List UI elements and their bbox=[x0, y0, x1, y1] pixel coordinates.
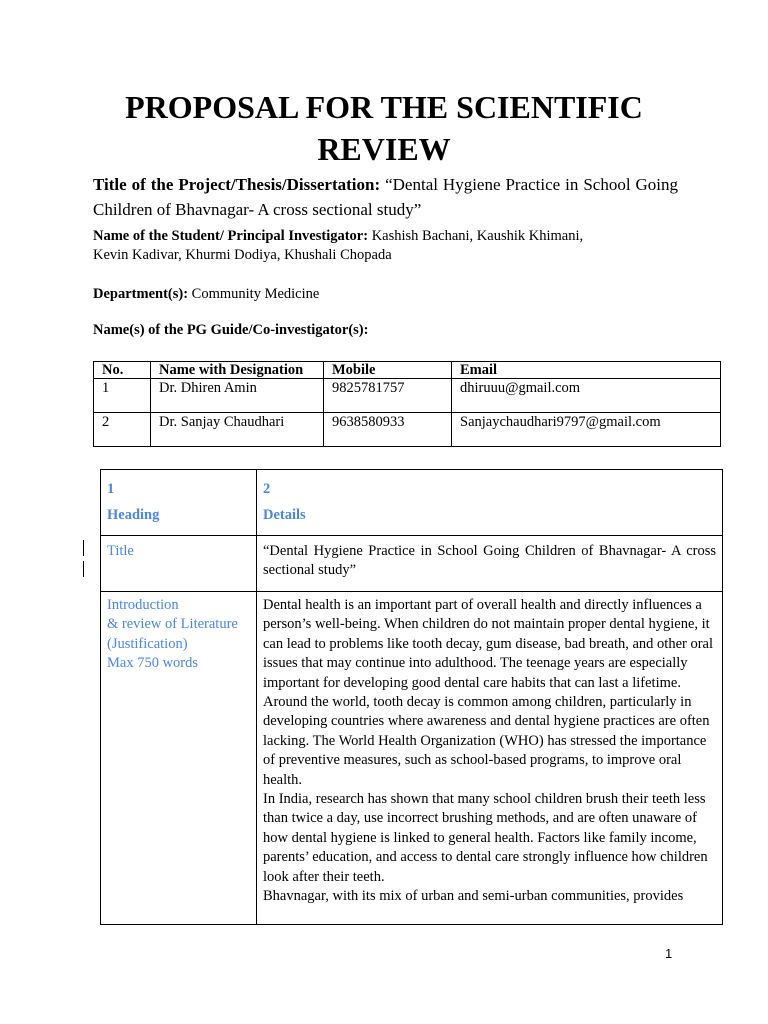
heading-column-number: 1 bbox=[107, 481, 115, 497]
details-column-header bbox=[257, 470, 723, 536]
guide-cell-email: dhiruuu@gmail.com bbox=[452, 379, 721, 413]
project-title-paragraph bbox=[93, 173, 678, 222]
title-heading-cell: Title bbox=[101, 536, 257, 592]
intro-paragraph: In India, research has shown that many school children brush their teeth less than twice a day, use incorrect brushing methods, and are often unaware of how dental hygiene is linked to general health. Factors like family income, parents’ education, and access to dental care strongly influence how children look after their teeth. bbox=[263, 791, 708, 885]
department-label: Department(s): bbox=[93, 286, 189, 302]
intro-heading-line: (Justification) bbox=[107, 635, 188, 652]
table-row bbox=[94, 379, 721, 413]
department-value: Community Medicine bbox=[191, 286, 320, 302]
document-title-line1: PROPOSAL FOR THE SCIENTIFIC bbox=[125, 89, 643, 125]
intro-paragraph: Bhavnagar, with its mix of urban and semi-urban communities, provides bbox=[263, 888, 684, 905]
guide-table-header-row bbox=[94, 362, 721, 379]
guide-cell-no: 1 bbox=[94, 379, 151, 413]
details-column-label: Details bbox=[263, 507, 306, 523]
document-title-line2: REVIEW bbox=[317, 131, 451, 167]
intro-heading-line: & review of Literature bbox=[107, 616, 238, 633]
student-line-1 bbox=[93, 227, 583, 246]
page-number: 1 bbox=[665, 946, 673, 961]
intro-heading-line: Max 750 words bbox=[107, 655, 199, 672]
proposal-details-table bbox=[100, 469, 723, 925]
guide-col-header-mobile: Mobile bbox=[324, 362, 452, 379]
guide-cell-no: 2 bbox=[94, 413, 151, 447]
pg-guide-label: Name(s) of the PG Guide/Co-investigator(s): bbox=[93, 322, 369, 338]
heading-column-label: Heading bbox=[107, 507, 160, 523]
guide-cell-name: Dr. Dhiren Amin bbox=[151, 379, 324, 413]
details-column-number: 2 bbox=[263, 481, 271, 497]
revision-marker bbox=[83, 540, 84, 556]
department-line bbox=[93, 285, 319, 304]
intro-paragraph: Around the world, tooth decay is common among children, particularly in developing countries where awareness and dental hygiene practices are often lacking. The World Health Organization (WHO) has stressed the importance of preventive measures, such as school-based programs, to improve oral health. bbox=[263, 694, 710, 788]
guide-cell-mobile: 9825781757 bbox=[324, 379, 452, 413]
table-row bbox=[101, 536, 723, 592]
introduction-heading-cell bbox=[101, 592, 257, 925]
revision-marker bbox=[83, 561, 84, 577]
project-title-label: Title of the Project/Thesis/Dissertation: bbox=[93, 175, 381, 194]
guide-cell-email: Sanjaychaudhari9797@gmail.com bbox=[452, 413, 721, 447]
table-row bbox=[101, 592, 723, 925]
guide-cell-name: Dr. Sanjay Chaudhari bbox=[151, 413, 324, 447]
student-value-line2: Kevin Kadivar, Khurmi Dodiya, Khushali Chopada bbox=[93, 247, 392, 263]
intro-heading-line: Introduction bbox=[107, 597, 179, 613]
details-header-row bbox=[101, 470, 723, 536]
guide-col-header-no: No. bbox=[94, 362, 151, 379]
guide-table bbox=[93, 361, 721, 447]
table-row bbox=[94, 413, 721, 447]
intro-paragraph: Dental health is an important part of overall health and directly influences a person’s well-being. When children do not maintain proper dental hygiene, it can lead to problems like tooth decay, gum disease, bad breath, and other oral issues that may continue into adulthood. The teenage years are especially important for developing good dental care habits that can last a lifetime. bbox=[263, 597, 714, 691]
student-value-line1: Kashish Bachani, Kaushik Khimani, bbox=[371, 228, 584, 244]
student-label: Name of the Student/ Principal Investigator: bbox=[93, 228, 369, 244]
guide-cell-mobile: 9638580933 bbox=[324, 413, 452, 447]
guide-col-header-email: Email bbox=[452, 362, 721, 379]
guide-col-header-name: Name with Designation bbox=[151, 362, 324, 379]
heading-column-header bbox=[101, 470, 257, 536]
project-title-value: “Dental Hygiene Practice in School Going Children of Bhavnagar- A cross sectional study” bbox=[93, 175, 679, 219]
title-details-cell: “Dental Hygiene Practice in School Going Children of Bhavnagar- A cross sectional study” bbox=[257, 536, 723, 592]
introduction-details-cell bbox=[257, 592, 723, 925]
